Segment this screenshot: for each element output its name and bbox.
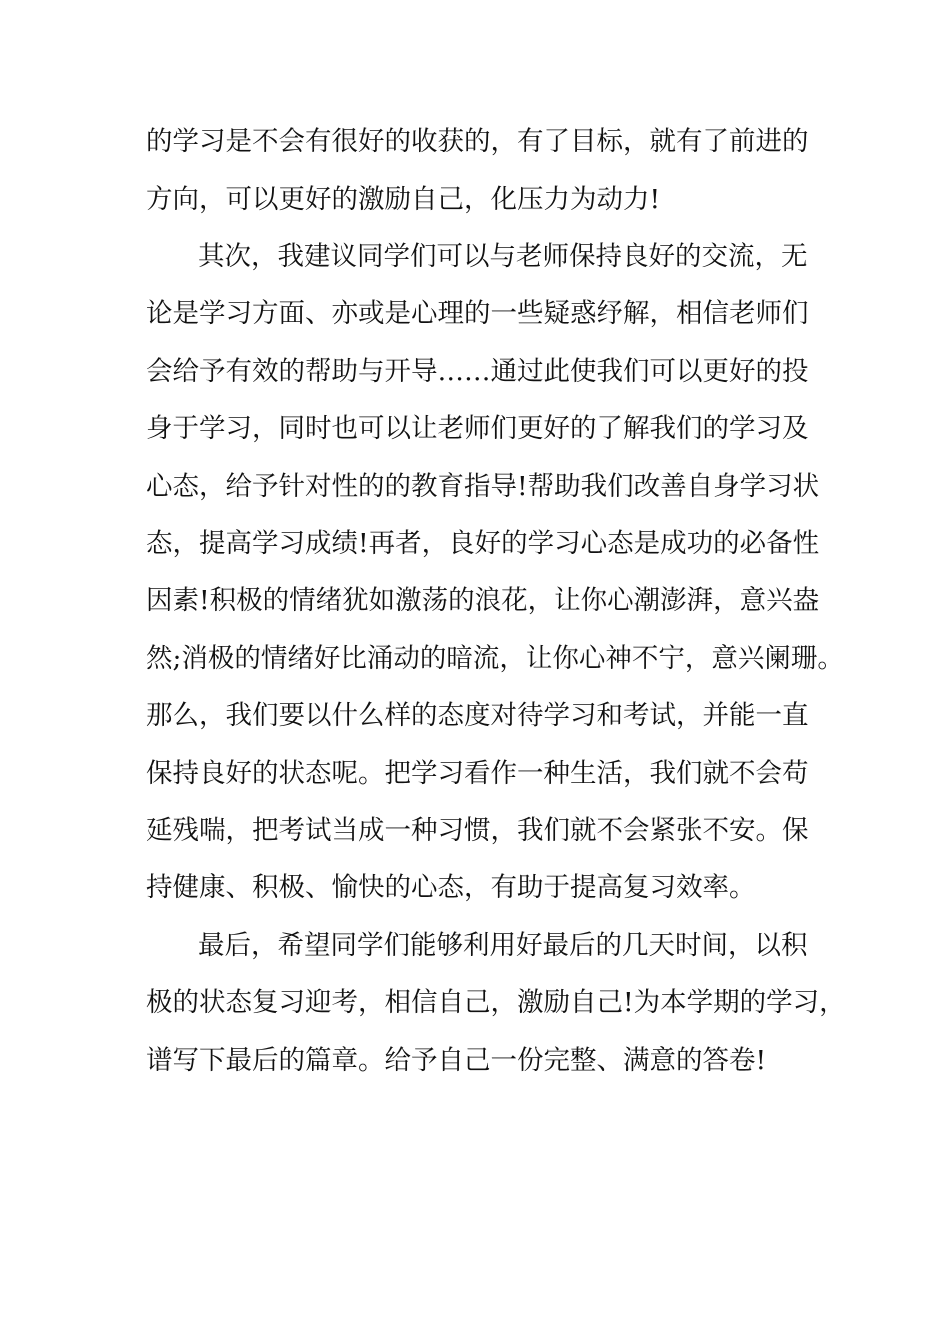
text-line-content: 其次，我建议同学们可以与老师保持良好的交流，无 [198, 241, 808, 272]
paragraph-start-line [0, 926, 950, 966]
text-line-content: 持健康、积极、愉快的心态，有助于提高复习效率。 [146, 872, 756, 903]
text-line [0, 868, 950, 908]
text-line [0, 352, 950, 392]
text-line [0, 409, 950, 449]
text-line-content: 延残喘，把考试当成一种习惯，我们就不会紧张不安。保 [146, 815, 809, 846]
text-line [0, 696, 950, 736]
text-line-content: 最后，希望同学们能够利用好最后的几天时间，以积 [198, 930, 808, 961]
text-line-content: 身于学习，同时也可以让老师们更好的了解我们的学习及 [146, 413, 809, 444]
text-line-content: 因素!积极的情绪犹如激荡的浪花，让你心潮澎湃，意兴盎 [146, 585, 820, 616]
text-line-content: 保持良好的状态呢。把学习看作一种生活，我们就不会苟 [146, 758, 809, 789]
text-line [0, 180, 950, 220]
text-line-content: 那么，我们要以什么样的态度对待学习和考试，并能一直 [146, 700, 809, 731]
text-line [0, 639, 950, 679]
text-line [0, 754, 950, 794]
text-line-content: 心态，给予针对性的的教育指导!帮助我们改善自身学习状 [146, 471, 820, 502]
text-line [0, 811, 950, 851]
text-line-content: 方向，可以更好的激励自己，化压力为动力! [146, 184, 661, 215]
text-line [0, 524, 950, 564]
text-line [0, 122, 950, 162]
text-line [0, 983, 950, 1023]
text-line [0, 581, 950, 621]
text-line-content: 态，提高学习成绩!再者，良好的学习心态是成功的必备性 [146, 528, 820, 559]
text-line-content: 论是学习方面、亦或是心理的一些疑惑纾解，相信老师们 [146, 298, 809, 329]
text-line-content: 会给予有效的帮助与开导……通过此使我们可以更好的投 [146, 356, 809, 387]
text-line-content: 极的状态复习迎考，相信自己，激励自己!为本学期的学习， [146, 987, 846, 1018]
paragraph-start-line [0, 237, 950, 277]
text-line [0, 467, 950, 507]
text-line-content: 谱写下最后的篇章。给予自己一份完整、满意的答卷! [146, 1045, 767, 1076]
text-line-content: 的学习是不会有很好的收获的，有了目标，就有了前进的 [146, 126, 809, 157]
text-line [0, 294, 950, 334]
text-line-content: 然;消极的情绪好比涌动的暗流，让你心神不宁，意兴阑珊。 [146, 643, 844, 674]
text-line [0, 1041, 950, 1081]
